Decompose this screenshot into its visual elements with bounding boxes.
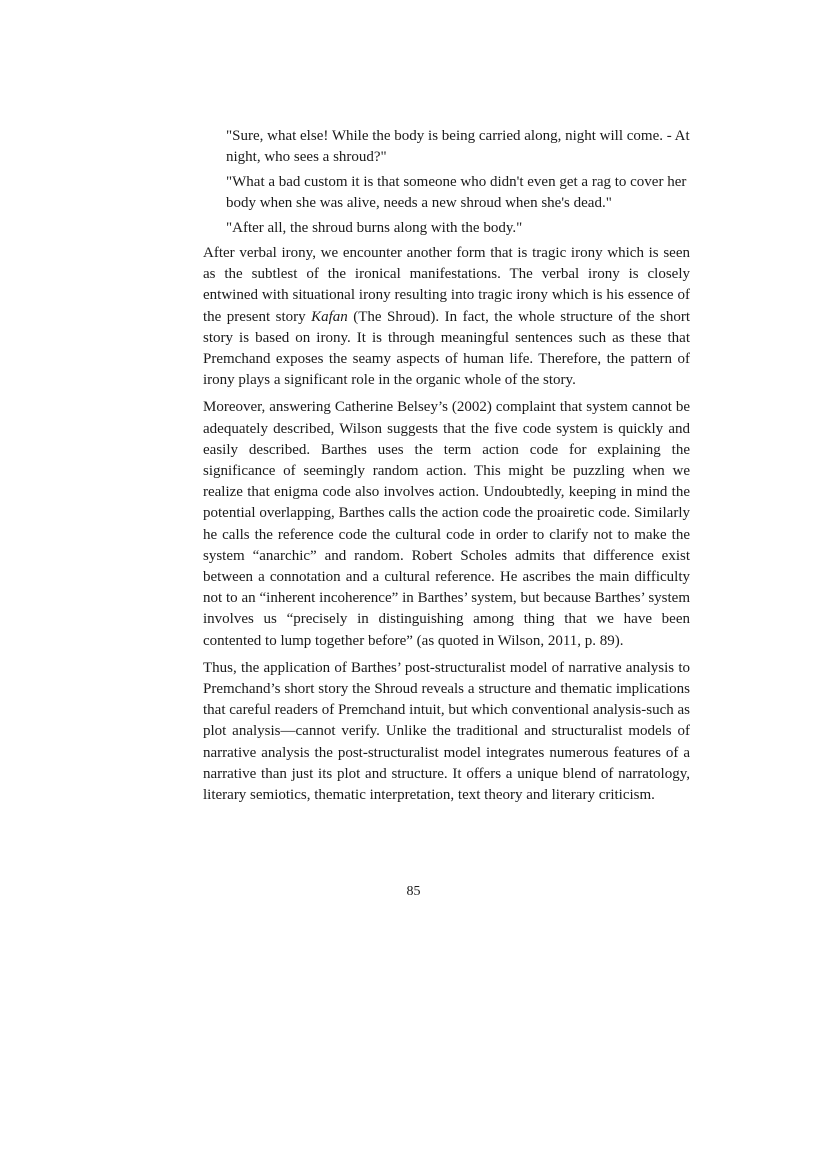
page-body xyxy=(203,126,690,812)
page-number: 85 xyxy=(406,884,421,899)
paragraph-conclusion: Thus, the application of Barthes’ post-structuralist model of narrative analysis to Premchand’s short story the Shroud reveals a structure and thematic implications that careful readers of Premchand intuit, but which conventional analysis-such as plot analysis—cannot verify. Unlike the traditional and structuralist models of narrative analysis the post-structuralist model integrates numerous features of a narrative than just its plot and structure. It offers a unique blend of narratology, literary semiotics, thematic interpretation, text theory and literary criticism. xyxy=(203,659,690,804)
paragraph-text: After verbal irony, we encounter another form that is tragic irony which is seen as the subtlest of the ironical manifestations. The verbal irony is closely entwined with situational irony resulting into tragic irony which is his essence of the present story xyxy=(203,245,690,325)
paragraph-tragic-irony xyxy=(203,243,690,391)
quote-line: "After all, the shroud burns along with the body." xyxy=(226,220,523,236)
quote-line: "What a bad custom it is that someone who didn't even get a rag to cover her body when she was alive, needs a new shroud when she's dead." xyxy=(226,174,687,211)
paragraph-text: (The Shroud). In fact, the whole structure of the short story is based on irony. It is through meaningful sentences such as these that Premchand exposes the seamy aspects of human life. Therefore, the pattern of irony plays a significant role in the organic whole of the story. xyxy=(203,308,691,389)
quote-line: "Sure, what else! While the body is being carried along, night will come. - At night, who sees a shroud?" xyxy=(226,128,690,165)
paragraph-code-system: Moreover, answering Catherine Belsey’s (2002) complaint that system cannot be adequately described, Wilson suggests that the five code system is quickly and easily described. Barthes uses the term action code for explaining the significance of seemingly random action. This might be puzzling when we realize that enigma code also involves action. Undoubtedly, keeping in mind the potential overlapping, Barthes calls the action code the proairetic code. Similarly he calls the reference code the cultural code in order to clarify not to make the system “anarchic” and random. Robert Scholes admits that difference exist between a connotation and a cultural reference. He ascribes the main difficulty not to an “inherent incoherence” in Barthes’ system, but because Barthes’ system involves us “precisely in distinguishing among thing that we have been contented to lump together before” (as quoted in Wilson, 2011, p. 89). xyxy=(203,399,690,649)
story-title-italic: Kafan xyxy=(311,308,348,325)
quoted-dialogue xyxy=(203,126,690,239)
